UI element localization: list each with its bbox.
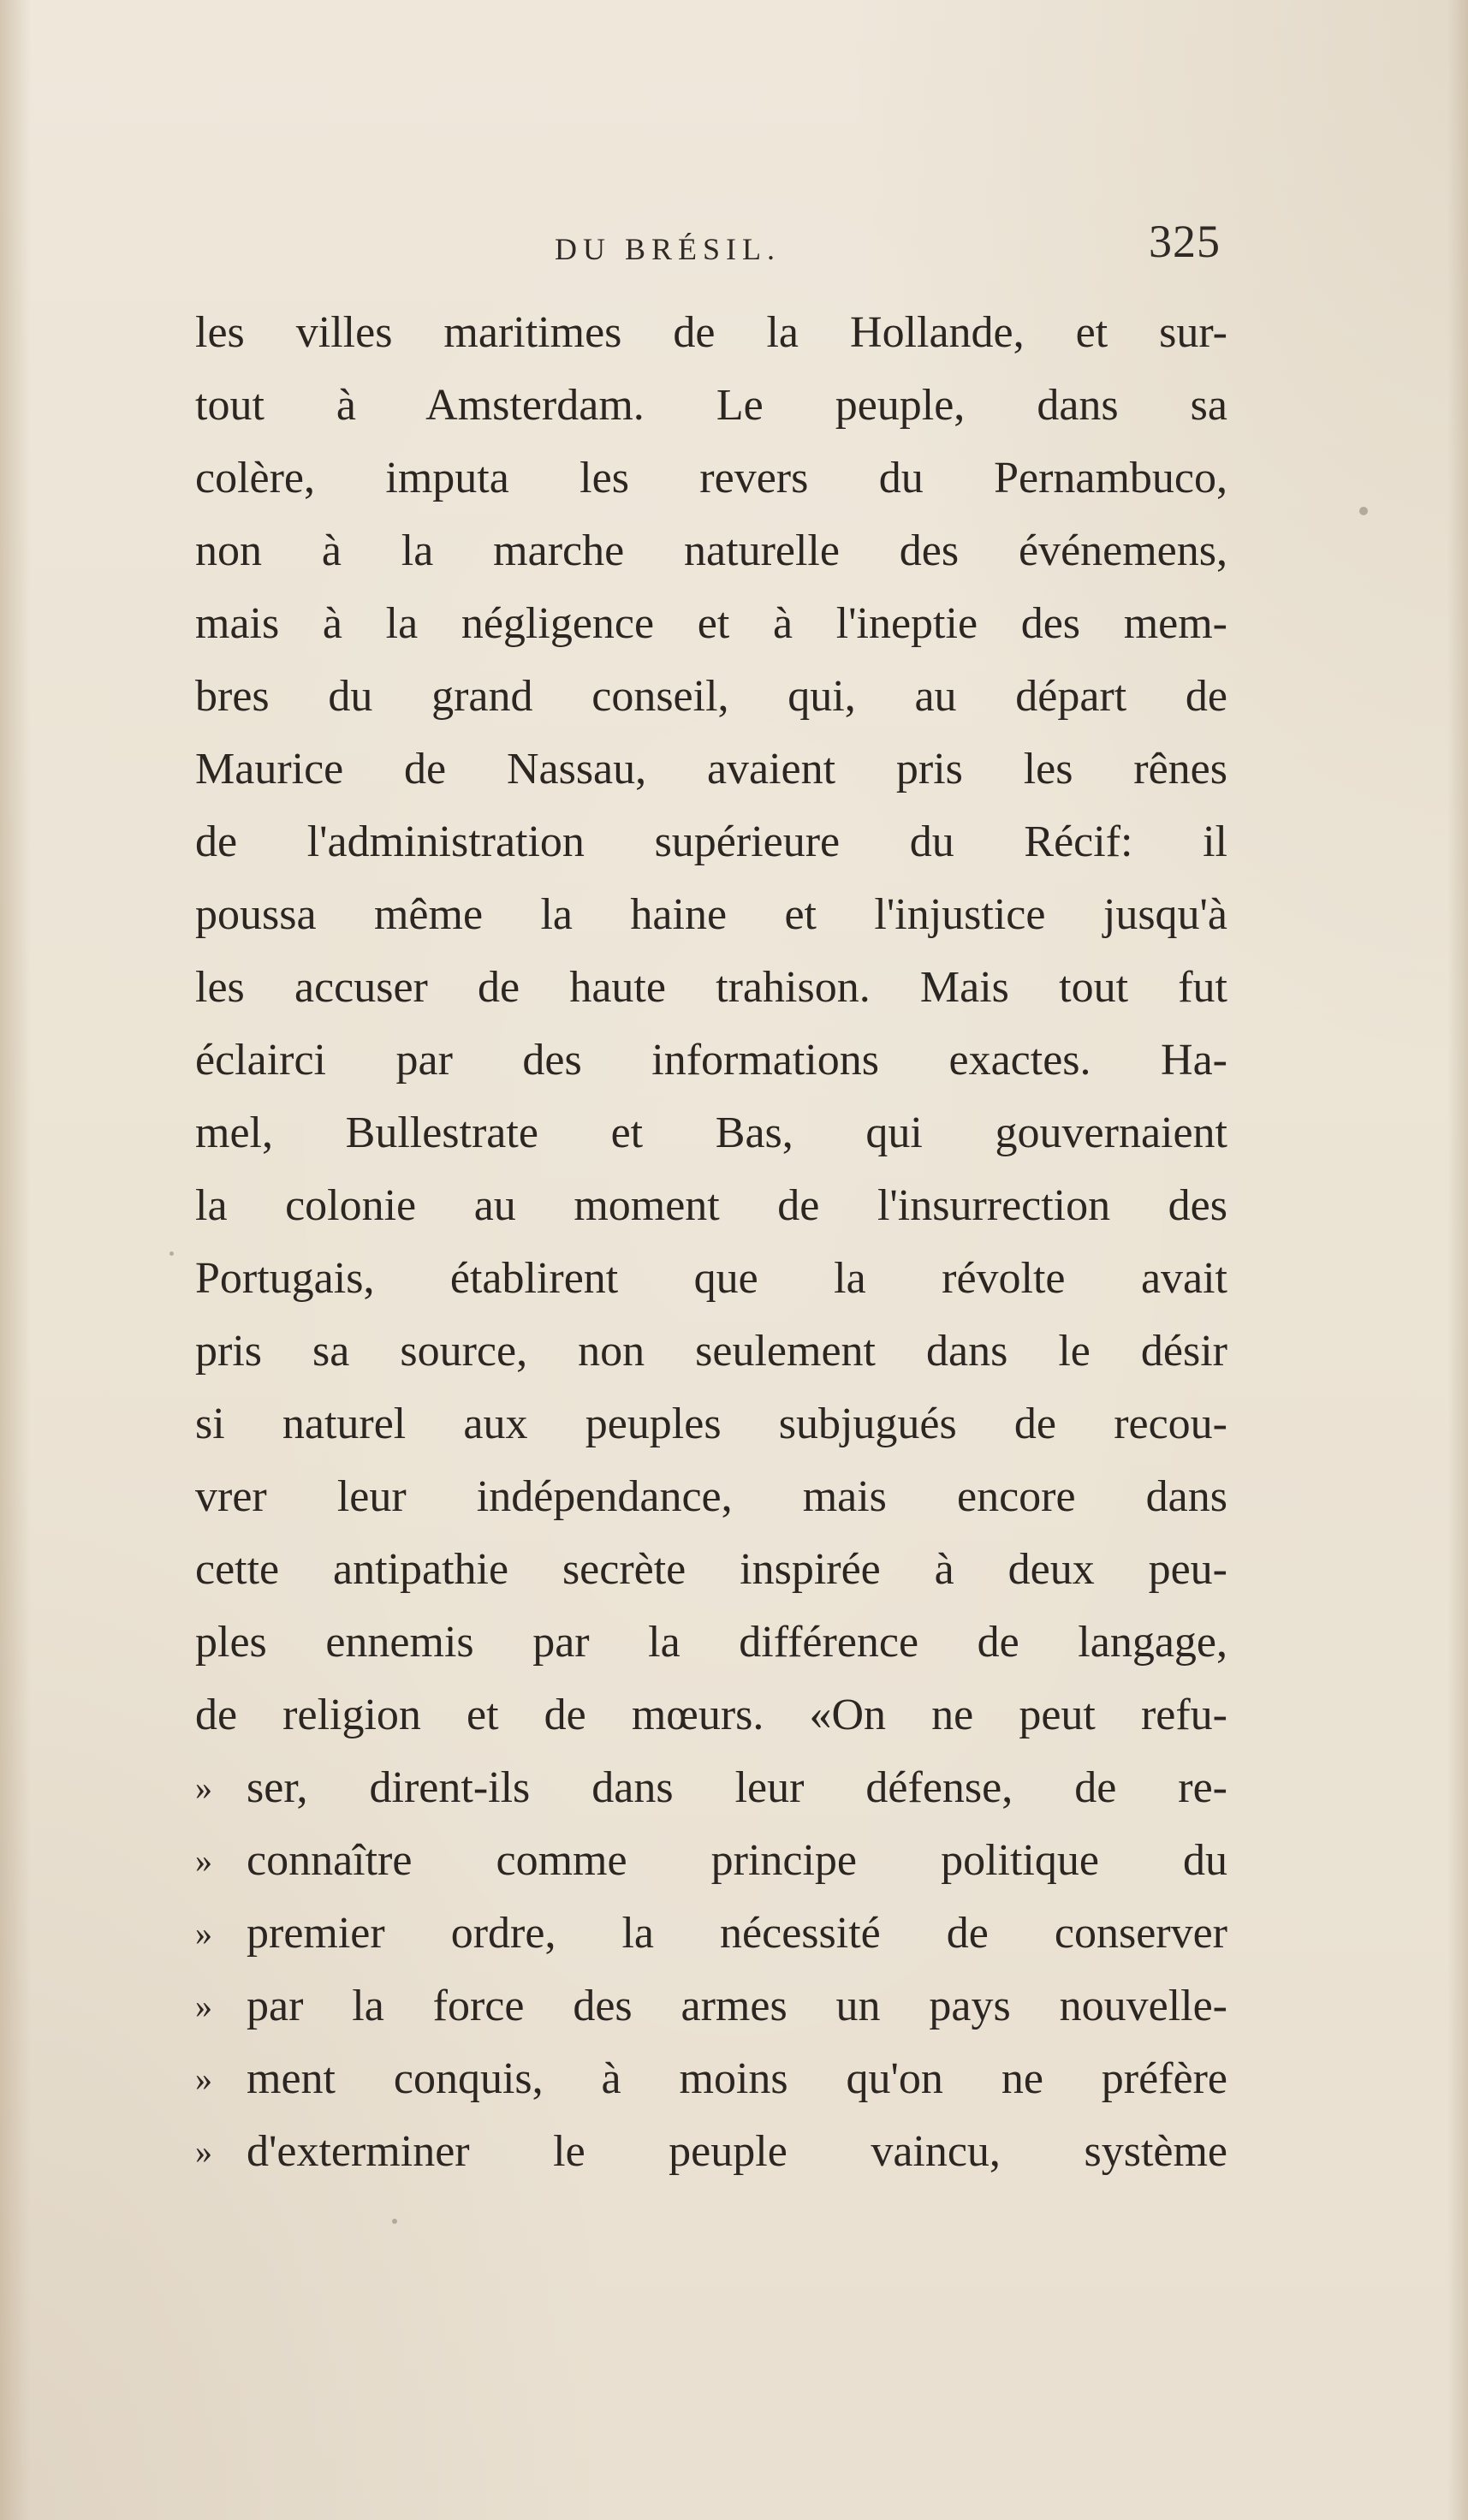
text-line-content: non à la marche naturelle des événemens,: [195, 526, 1227, 575]
text-line-content: cette antipathie secrète inspirée à deux peu-: [195, 1545, 1227, 1594]
text-line-content: mais à la négligence et à l'ineptie des mem-: [195, 599, 1227, 648]
quoted-line: [195, 1751, 1227, 1824]
paper-speck: [392, 2219, 397, 2224]
text-line: [195, 442, 1227, 514]
text-line-content: tout à Amsterdam. Le peuple, dans sa: [195, 381, 1227, 430]
text-line-content: les accuser de haute trahison. Mais tout fut: [195, 963, 1227, 1012]
quoted-line-content: connaître comme principe politique du: [247, 1836, 1227, 1885]
text-line-content: la colonie au moment de l'insurrection des: [195, 1181, 1227, 1230]
text-line: [195, 951, 1227, 1024]
page-header: [195, 218, 1227, 271]
quote-mark: »: [195, 1914, 212, 1952]
text-line-content: mel, Bullestrate et Bas, qui gouvernaient: [195, 1108, 1227, 1157]
page-edge-shadow-left: [0, 0, 31, 2520]
text-line: [195, 733, 1227, 805]
text-line: [195, 1533, 1227, 1606]
quote-mark: »: [195, 1987, 212, 2025]
text-line-content: pris sa source, non seulement dans le désir: [195, 1327, 1227, 1376]
quoted-line: [195, 2042, 1227, 2115]
text-line: [195, 1315, 1227, 1388]
text-line: [195, 1679, 1227, 1751]
quoted-line-content: ser, dirent-ils dans leur défense, de re-: [247, 1763, 1227, 1812]
quoted-line: [195, 1824, 1227, 1897]
page-edge-shadow-right: [1447, 0, 1468, 2520]
text-line: [195, 1242, 1227, 1315]
quote-mark: »: [195, 2059, 212, 2098]
text-line-content: de religion et de mœurs. «On ne peut refu-: [195, 1691, 1227, 1739]
quote-mark: »: [195, 1768, 212, 1807]
body-text: [195, 296, 1227, 2188]
text-line: [195, 1460, 1227, 1533]
quote-mark: »: [195, 1841, 212, 1880]
text-line: [195, 660, 1227, 733]
text-line-content: bres du grand conseil, qui, au départ de: [195, 672, 1227, 721]
quoted-line: [195, 1897, 1227, 1970]
page-number: 325: [1149, 216, 1221, 267]
text-line: [195, 1169, 1227, 1242]
text-line-content: Maurice de Nassau, avaient pris les rênes: [195, 745, 1227, 793]
text-line: [195, 1606, 1227, 1679]
text-line: [195, 514, 1227, 587]
quote-mark: »: [195, 2132, 212, 2171]
text-line: [195, 296, 1227, 369]
text-line-content: vrer leur indépendance, mais encore dans: [195, 1472, 1227, 1521]
quoted-line: [195, 1970, 1227, 2042]
quoted-line-content: premier ordre, la nécessité de conserver: [247, 1909, 1227, 1958]
text-line-content: de l'administration supérieure du Récif: il: [195, 817, 1227, 866]
text-line-content: Portugais, établirent que la révolte avait: [195, 1254, 1227, 1303]
text-line: [195, 878, 1227, 951]
text-line: [195, 1097, 1227, 1169]
text-line-content: les villes maritimes de la Hollande, et sur-: [195, 308, 1227, 357]
text-line-content: éclairci par des informations exactes. Ha-: [195, 1036, 1227, 1085]
text-line-content: ples ennemis par la différence de langage,: [195, 1618, 1227, 1667]
quoted-line-content: par la force des armes un pays nouvelle-: [247, 1982, 1227, 2030]
paper-speck: [1359, 507, 1368, 515]
text-line: [195, 369, 1227, 442]
quoted-line-content: d'exterminer le peuple vaincu, système: [247, 2127, 1227, 2176]
quoted-line-content: ment conquis, à moins qu'on ne préfère: [247, 2054, 1227, 2103]
text-line-content: si naturel aux peuples subjugués de recou-: [195, 1400, 1227, 1448]
paper-speck: [169, 1251, 174, 1256]
text-line: [195, 805, 1227, 878]
text-line: [195, 587, 1227, 660]
text-line: [195, 1024, 1227, 1097]
text-line: [195, 1388, 1227, 1460]
quoted-line: [195, 2115, 1227, 2188]
text-line-content: colère, imputa les revers du Pernambuco,: [195, 454, 1227, 502]
text-line-content: poussa même la haine et l'injustice jusqu'à: [195, 890, 1227, 939]
running-title: DU BRÉSIL.: [555, 232, 782, 266]
